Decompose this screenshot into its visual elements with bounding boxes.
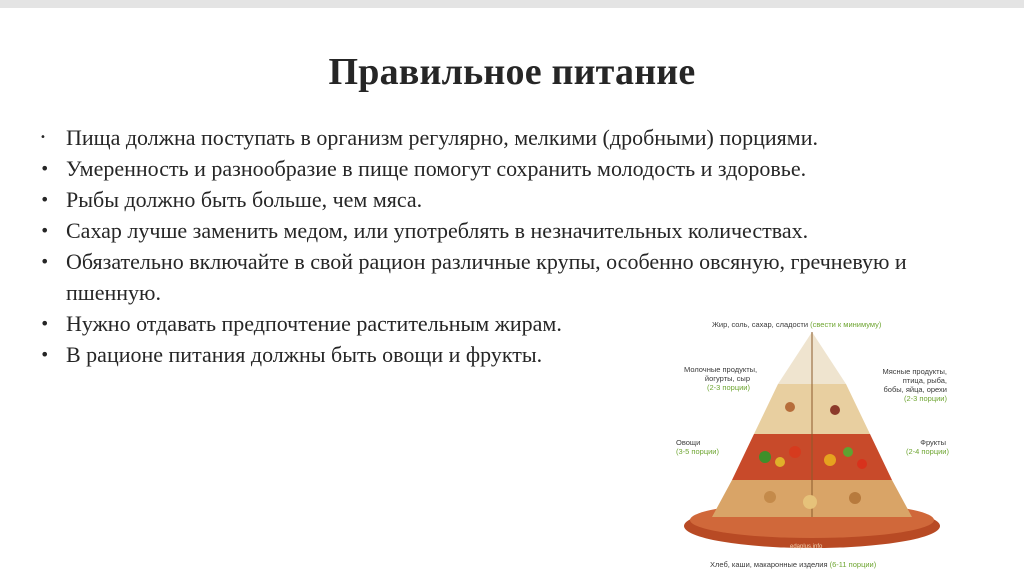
label-dairy <box>684 365 758 392</box>
label-portions: (2-3 порции) <box>707 383 750 392</box>
label-fruits <box>906 438 949 456</box>
bullet-marker: • <box>40 314 50 333</box>
bullet-item <box>40 184 970 215</box>
bullet-item <box>40 122 970 153</box>
bullet-item <box>40 215 970 246</box>
slide-title: Правильное питание <box>328 51 696 93</box>
bullet-marker: • <box>40 159 50 178</box>
bullet-marker: • <box>40 345 50 364</box>
label-meat <box>875 367 947 403</box>
bullet-text: Умеренность и разнообразие в пище помогут сохранить молодость и здоровье. <box>66 156 807 181</box>
food-pyramid-figure <box>670 312 954 574</box>
image-credit: edaplus.info <box>790 544 823 550</box>
label-portions: (2-3 порции) <box>904 394 947 403</box>
label-fats-sweets <box>712 320 881 329</box>
bullet-text: Нужно отдавать предпочтение растительным жирам. <box>66 311 562 336</box>
top-rule <box>0 0 1024 8</box>
label-text: Овощи <box>676 438 701 447</box>
bullet-marker: • <box>40 132 46 143</box>
bullet-text: Сахар лучше заменить медом, или употреблять в незначительных количествах. <box>66 218 809 243</box>
label-text: Жир, соль, сахар, сладости <box>712 320 809 329</box>
label-text: Хлеб, каши, макаронные изделия <box>710 560 828 569</box>
label-note: (свести к минимуму) <box>810 320 882 329</box>
label-text: птица, рыба, <box>902 376 947 385</box>
bullet-text: Пища должна поступать в организм регулярно, мелкими (дробными) порциями. <box>66 125 818 150</box>
bullet-item <box>40 246 970 308</box>
label-bread <box>710 560 876 569</box>
label-portions: (6-11 порции) <box>829 560 877 569</box>
bullet-text: В рационе питания должны быть овощи и фрукты. <box>66 342 543 367</box>
label-text: бобы, яйца, орехи <box>883 385 947 394</box>
label-text: Фрукты <box>920 438 946 447</box>
label-portions: (2-4 порции) <box>906 447 949 456</box>
label-text: Мясные продукты, <box>882 367 947 376</box>
label-vegetables <box>676 438 719 456</box>
bullet-marker: • <box>40 252 50 271</box>
bullet-item <box>40 153 970 184</box>
bullet-marker: • <box>40 221 50 240</box>
bullet-marker: • <box>40 190 50 209</box>
bullet-text: Рыбы должно быть больше, чем мяса. <box>66 187 423 212</box>
label-text: Молочные продукты, <box>684 365 758 374</box>
bullet-text: Обязательно включайте в свой рацион различные крупы, особенно овсяную, гречневую и пшенную. <box>66 249 907 305</box>
label-text: йогурты, сыр <box>704 374 750 383</box>
label-portions: (3-5 порции) <box>676 447 719 456</box>
